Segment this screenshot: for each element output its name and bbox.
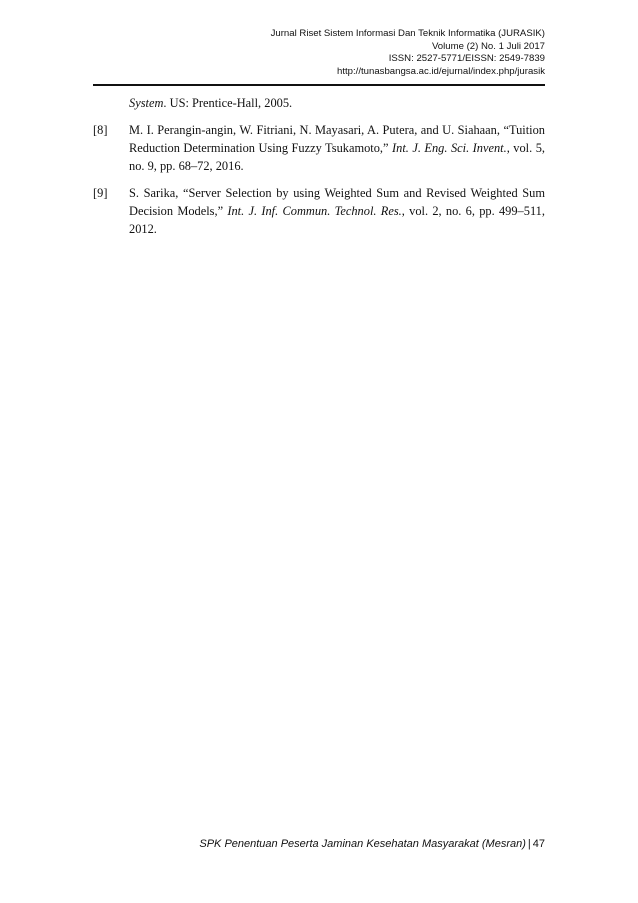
reference-continuation (93, 94, 545, 112)
footer-article-title: SPK Penentuan Peserta Jaminan Kesehatan Masyarakat (Mesran) (199, 838, 526, 850)
continuation-rest: . US: Prentice-Hall, 2005. (163, 96, 293, 110)
journal-url: http://tunasbangsa.ac.id/ejurnal/index.php/jurasik (337, 66, 545, 78)
reference-details: , vol. 2, no. 6, pp. 499–511, 2012. (129, 204, 545, 236)
reference-number: [9] (93, 186, 108, 200)
page-footer (199, 837, 545, 851)
reference-details: , vol. 5, no. 9, pp. 68–72, 2016. (129, 141, 545, 173)
reference-number: [8] (93, 123, 108, 137)
reference-text (129, 184, 545, 238)
journal-volume: Volume (2) No. 1 Juli 2017 (431, 40, 545, 52)
reference-text (129, 121, 545, 175)
journal-header (185, 28, 545, 79)
header-divider (93, 84, 545, 86)
reference-authors-title: S. Sarika, “Server Selection by using Weighted Sum and Revised Weighted Sum Decision Models,” (129, 186, 545, 218)
page-number: 47 (532, 838, 545, 850)
reference-item-8 (93, 121, 545, 175)
reference-authors-title: M. I. Perangin-angin, W. Fitriani, N. Mayasari, A. Putera, and U. Siahaan, “Tuition Reduction Determination Using Fuzzy Tsukamoto,” (129, 123, 545, 155)
footer-separator: | (527, 838, 531, 850)
reference-journal: Int. J. Eng. Sci. Invent. (392, 141, 507, 155)
continuation-italic: System (129, 96, 164, 110)
reference-item-9 (93, 184, 545, 238)
journal-issn: ISSN: 2527-5771/EISSN: 2549-7839 (388, 53, 545, 65)
reference-list (93, 94, 545, 247)
journal-name: Jurnal Riset Sistem Informasi Dan Teknik Informatika (JURASIK) (270, 28, 545, 39)
reference-journal: Int. J. Inf. Commun. Technol. Res. (227, 204, 402, 218)
